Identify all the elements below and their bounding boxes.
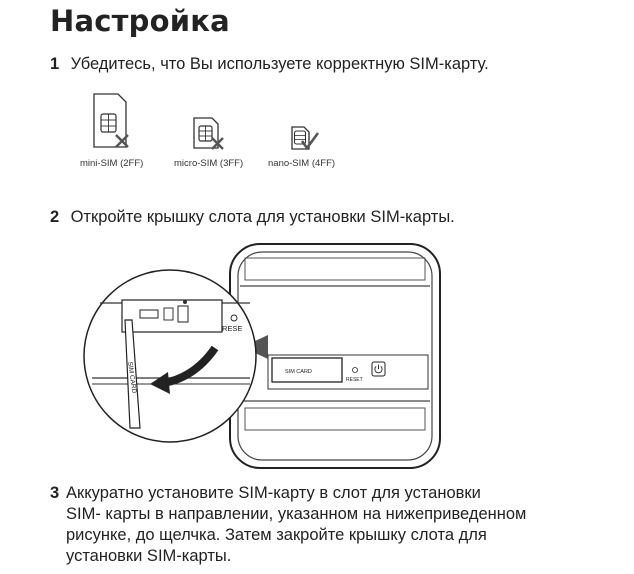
sim-label-mini: mini-SIM (2FF) <box>80 158 144 169</box>
router-illustration <box>80 238 450 474</box>
step-text: Убедитесь, что Вы используете корректную SIM-карту. <box>70 55 489 73</box>
reset-label-zoom: RESE <box>222 324 243 333</box>
step-2 <box>50 207 455 228</box>
step-text-line-3: рисунке, до щелчка. Затем закройте крышку слота для <box>66 526 487 544</box>
nano-sim-icon <box>288 125 322 153</box>
reset-label: RESET <box>346 377 363 383</box>
mini-sim-icon <box>88 92 138 152</box>
step-text-line-4: установки SIM-карты. <box>66 547 232 565</box>
step-text-line-1: Аккуратно установите SIM-карту в слот для установки <box>66 484 481 502</box>
sim-label-micro: micro-SIM (3FF) <box>174 158 244 169</box>
card-label: SIM CARD <box>126 361 138 394</box>
step-1 <box>50 54 489 75</box>
step-number: 3 <box>50 484 60 502</box>
step-3 <box>50 483 610 567</box>
step-number: 2 <box>50 208 60 226</box>
micro-sim-icon <box>190 116 230 152</box>
sim-label-nano: nano-SIM (4FF) <box>268 158 336 169</box>
page-title: Настройка <box>50 4 230 38</box>
step-number: 1 <box>50 55 60 73</box>
slot-label: SIM CARD <box>285 369 312 375</box>
step-text-line-2: SIM- карты в направлении, указанном на нижеприведенном <box>66 505 527 523</box>
step-text: Откройте крышку слота для установки SIM-карты. <box>70 208 455 226</box>
